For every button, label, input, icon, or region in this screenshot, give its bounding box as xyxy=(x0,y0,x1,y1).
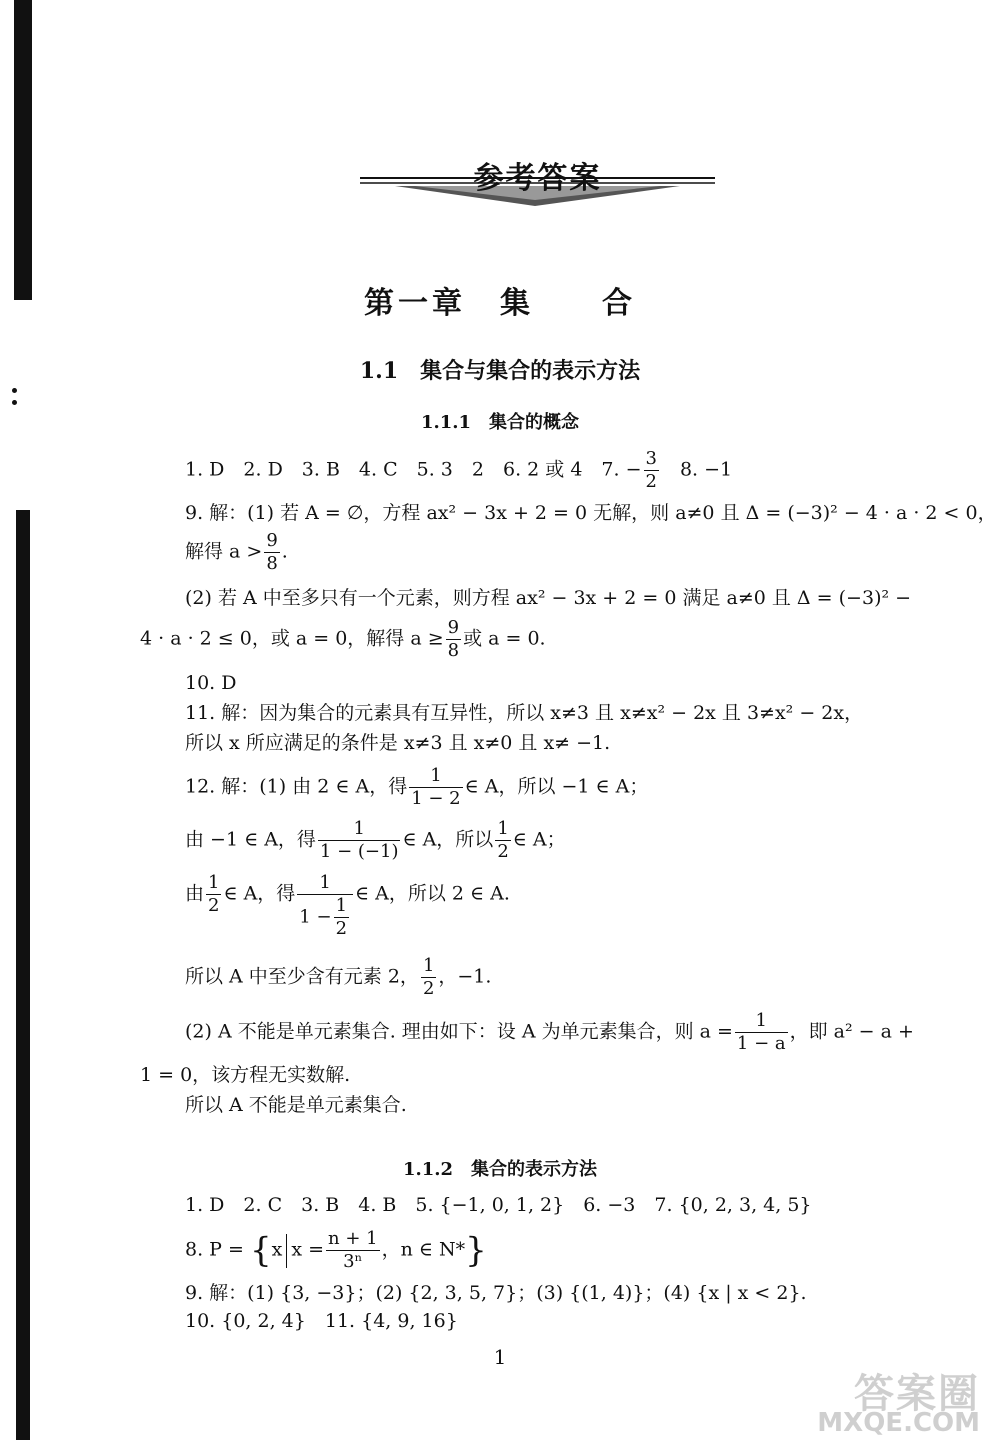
q12-line-b xyxy=(185,818,566,863)
answer-text: ∈ A，所以 −1 ∈ A； xyxy=(464,775,649,798)
watermark-url: MXQE.COM xyxy=(817,1408,980,1438)
answer-text: 8. −1 xyxy=(660,458,733,481)
denominator: 1 − 2 xyxy=(411,788,461,809)
fraction xyxy=(735,1010,788,1055)
q11-line-b: 所以 x 所应满足的条件是 x≠3 且 x≠0 且 x≠ −1. xyxy=(185,732,611,754)
answer-text: ，−1. xyxy=(438,965,492,988)
q9-line-a: 9. 解：(1) 若 A = ∅，方程 ax² − 3x + 2 = 0 无解，则 a≠0 且 Δ = (−3)² − 4 · a · 2 < 0， xyxy=(185,502,997,524)
answer-text: ∈ A； xyxy=(512,828,566,851)
answer-text: 所以 A 中至少含有元素 2， xyxy=(185,965,419,988)
denominator: 2 xyxy=(645,471,657,492)
q12-line-a xyxy=(185,765,648,810)
q12-line-e xyxy=(185,1010,914,1055)
set-builder-bar xyxy=(286,1234,287,1268)
fraction xyxy=(206,872,221,917)
q10-answer: 10. D xyxy=(185,672,237,694)
answer-text: 4 · a · 2 ≤ 0，或 a = 0，解得 a ≥ xyxy=(140,627,444,650)
numerator: 1 xyxy=(497,818,509,839)
answer-text: ∈ A，得 xyxy=(223,882,296,905)
left-brace: { xyxy=(249,1230,272,1271)
q8-line xyxy=(185,1228,487,1273)
binding-dot xyxy=(12,388,17,393)
numerator: 9 xyxy=(266,530,278,551)
section-heading: 1.1 集合与集合的表示方法 xyxy=(359,358,641,384)
answer-text: 或 a = 0. xyxy=(463,627,546,650)
answer-line-1-8 xyxy=(185,448,732,493)
q9-line-d xyxy=(140,617,546,662)
answer-text: x = xyxy=(291,1238,325,1261)
q9-line-c: (2) 若 A 中至多只有一个元素，则方程 ax² − 3x + 2 = 0 满足 a≠0 且 Δ = (−3)² − xyxy=(185,587,912,609)
fraction xyxy=(264,530,279,575)
fraction xyxy=(446,617,461,662)
subsection-heading: 1.1.1 集合的概念 xyxy=(420,412,580,433)
denominator: 8 xyxy=(447,640,460,661)
denominator: 2 xyxy=(497,841,509,862)
fraction xyxy=(421,955,436,1000)
fraction xyxy=(326,1228,380,1273)
denominator: 3ⁿ xyxy=(343,1251,363,1272)
denominator: 8 xyxy=(266,553,278,574)
numerator: 1 xyxy=(735,1010,788,1033)
numerator: 1 xyxy=(318,818,401,841)
denominator-text: 1 − xyxy=(299,906,332,928)
answer-text: 12. 解：(1) 由 2 ∈ A，得 xyxy=(185,775,408,798)
q9-answer-2: 9. 解：(1) {3, −3}；(2) {2, 3, 5, 7}；(3) {(1, 4)}；(4) {x | x < 2}. xyxy=(185,1282,807,1304)
denominator: 2 xyxy=(422,978,435,999)
numerator: 1 xyxy=(422,955,435,976)
answer-line-1-7: 1. D 2. C 3. B 4. B 5. {−1, 0, 1, 2} 6. −3 7. {0, 2, 3, 4, 5} xyxy=(185,1194,812,1216)
q12-line-c xyxy=(185,872,510,940)
binding-edge-bottom xyxy=(16,510,30,1440)
numerator: 1 xyxy=(297,872,353,895)
title-banner xyxy=(355,150,720,212)
answer-text: 解得 a > xyxy=(185,540,263,563)
denominator: 1 − a xyxy=(736,1033,786,1054)
watermark-logo: 答案圈 xyxy=(854,1371,980,1417)
subsection-heading-2: 1.1.2 集合的表示方法 xyxy=(402,1159,598,1180)
answer-text: 由 −1 ∈ A，得 xyxy=(185,828,316,851)
q9-line-b xyxy=(185,530,288,575)
nested-fraction xyxy=(334,895,349,940)
q12-line-f: 1 = 0，该方程无实数解. xyxy=(140,1064,351,1086)
denominator: 2 xyxy=(335,918,348,939)
q12-line-d xyxy=(185,955,491,1000)
answer-text: ∈ A，所以 xyxy=(402,828,494,851)
answer-text: ∈ A，所以 2 ∈ A. xyxy=(355,882,510,905)
denominator xyxy=(297,895,353,940)
numerator: 1 xyxy=(409,765,462,788)
answer-text: ，即 a² − a + xyxy=(789,1020,914,1043)
numerator: 3 xyxy=(645,448,657,469)
denominator: 1 − (−1) xyxy=(319,841,399,862)
denominator: 2 xyxy=(208,895,220,916)
fraction xyxy=(495,818,510,863)
answer-text: 由 xyxy=(185,882,205,905)
fraction xyxy=(644,448,659,493)
set-variable: x xyxy=(271,1238,283,1261)
answer-text: 8. P = xyxy=(185,1238,244,1261)
numerator: n + 1 xyxy=(328,1228,378,1249)
q10-11-answer: 10. {0, 2, 4} 11. {4, 9, 16} xyxy=(185,1310,458,1332)
fraction xyxy=(409,765,462,810)
page-title: 参考答案 xyxy=(473,161,602,196)
q12-line-g: 所以 A 不能是单元素集合. xyxy=(185,1094,407,1116)
page-number: 1 xyxy=(493,1345,507,1369)
binding-dot xyxy=(12,400,17,405)
answer-text: 1. D 2. D 3. B 4. C 5. 3 2 6. 2 或 4 7. − xyxy=(185,458,642,481)
answer-text: (2) A 不能是单元素集合. 理由如下：设 A 为单元素集合，则 a = xyxy=(185,1020,733,1043)
binding-edge-top xyxy=(14,0,32,300)
right-brace: } xyxy=(465,1230,487,1271)
fraction xyxy=(318,818,401,863)
answer-text: . xyxy=(281,540,288,563)
fraction xyxy=(297,872,353,940)
numerator: 9 xyxy=(447,617,460,638)
q11-line-a: 11. 解：因为集合的元素具有互异性，所以 x≠3 且 x≠x² − 2x 且 3≠x² − 2x， xyxy=(185,702,864,724)
numerator: 1 xyxy=(208,872,220,893)
chapter-heading: 第一章 集 合 xyxy=(364,286,636,321)
answer-text: ，n ∈ N* xyxy=(381,1238,466,1261)
numerator: 1 xyxy=(335,895,348,916)
